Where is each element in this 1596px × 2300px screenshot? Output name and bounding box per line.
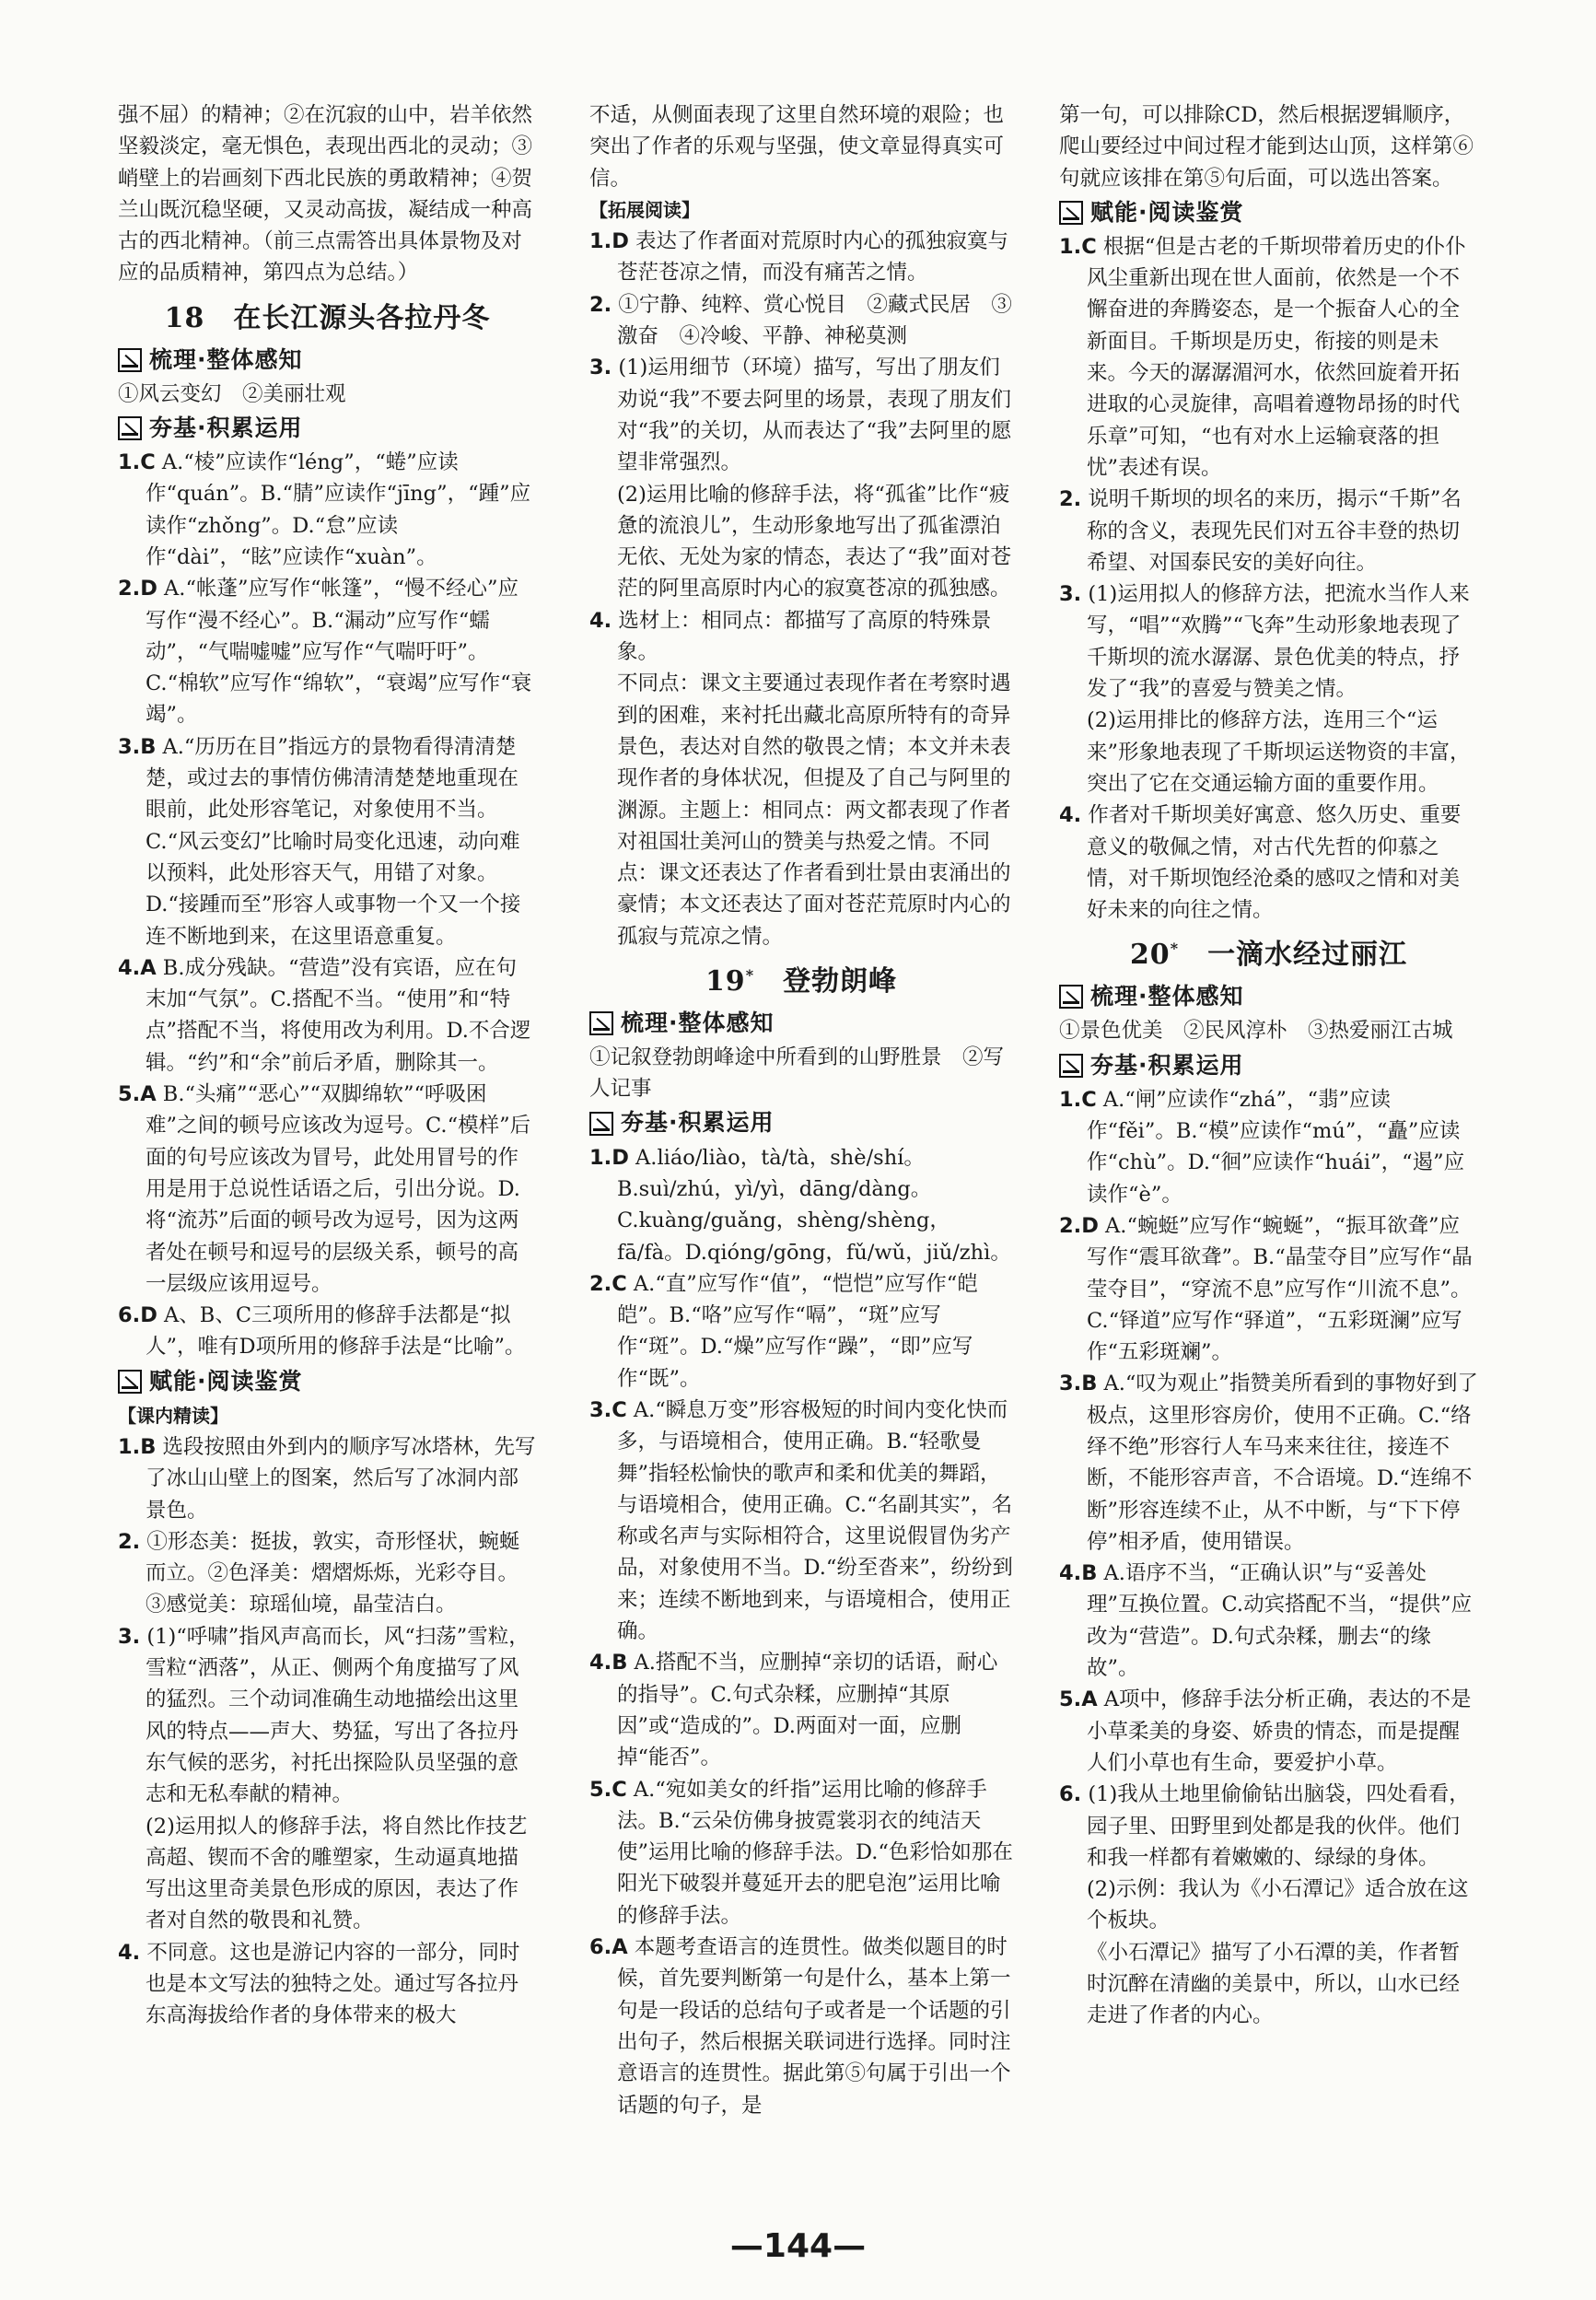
answer-item xyxy=(589,1932,1013,2121)
answer-item xyxy=(589,1647,1013,1773)
answer-number: 3.B xyxy=(1059,1372,1098,1396)
answer-text: A.“历历在目”指远方的景物看得清清楚楚，或过去的事情仿佛清清楚楚地重现在眼前，此处形容笔记，对象使用不当。C.“风云变幻”比喻时局变化迅速，动向难以预料，此处形容天气，用错了对象。D.“接踵而至”形容人或事物一个又一个接连不断地到来，在这里语意重复。 xyxy=(146,734,521,949)
section-header-label: 夯基·积累运用 xyxy=(621,1109,775,1137)
answer-item xyxy=(1059,231,1478,484)
answer-number: 5.C xyxy=(589,1777,627,1802)
chapter-name: 在长江源头各拉丹冬 xyxy=(233,301,491,334)
answer-text: ①宁静、纯粹、赏心悦目 ②藏式民居 ③激奋 ④冷峻、平静、神秘莫测 xyxy=(617,292,1012,349)
answer-number: 2. xyxy=(1059,487,1082,512)
answer-item xyxy=(1059,1210,1478,1368)
column-3 xyxy=(1059,99,1478,2032)
answer-number: 3.B xyxy=(118,734,157,759)
answer-text: A.liáo/liào，tà/tà，shè/shí。B.suì/zhú，yì/yì，dāng/dàng。C.kuàng/guǎng，shèng/shèng，fā/fà。D.qióng/gōng，fǔ/wǔ，jiǔ/zhì。 xyxy=(617,1145,1011,1265)
chapter-number: 19 xyxy=(705,965,746,998)
column-1 xyxy=(118,99,537,2032)
answer-item xyxy=(589,352,1013,478)
section-header xyxy=(118,1363,537,1400)
section-header-label: 梳理·整体感知 xyxy=(149,345,303,373)
section-header-label: 夯基·积累运用 xyxy=(149,414,303,441)
paragraph: 强不屈）的精神；②在沉寂的山中，岩羊依然坚毅淡定，毫无惧色，表现出西北的灵动；③峭壁上的岩画刻下西北民族的勇敢精神；④贺兰山既沉稳坚硬，又灵动高拔，凝结成一种高古的西北精神。（前三点需答出具体景物及对应的品质精神，第四点为总结。） xyxy=(118,103,533,286)
answer-number: 6.D xyxy=(118,1303,157,1328)
section-label: 【拓展阅读】 xyxy=(589,198,700,221)
section-header-label: 赋能·阅读鉴赏 xyxy=(1090,198,1244,226)
paragraph: ①风云变幻 ②美丽壮观 xyxy=(118,381,346,406)
answer-item xyxy=(589,1268,1013,1395)
answer-number: 5.A xyxy=(118,1082,157,1107)
answer-text: 表达了作者面对荒原时内心的孤独寂寞与苍茫苍凉之情，而没有痛苦之情。 xyxy=(617,229,1009,286)
section-header xyxy=(1059,194,1478,231)
answer-number: 4. xyxy=(118,1940,141,1965)
answer-item xyxy=(118,731,537,952)
chapter-number: 20 xyxy=(1129,939,1171,972)
answer-text: 作者对千斯坝美好寓意、悠久历史、重要意义的敬佩之情，对古代先哲的仰慕之情，对千斯坝饱经沧桑的感叹之情和对美好未来的向往之情。 xyxy=(1087,803,1462,923)
answer-item xyxy=(118,1431,537,1526)
answer-item xyxy=(589,226,1013,289)
answer-item xyxy=(1059,800,1478,926)
answer-text: A.“棱”应读作“léng”，“蜷”应读作“quán”。B.“腈”应读作“jīng”，“踵”应读作“zhǒng”。D.“怠”应读作“dài”，“眩”应读作“xuàn”。 xyxy=(146,450,531,569)
answer-subparagraph: (2)示例：我认为《小石潭记》适合放在这个板块。 xyxy=(1087,1877,1469,1933)
answer-item xyxy=(118,1300,537,1363)
answer-number: 2. xyxy=(118,1529,141,1554)
section-marker-icon xyxy=(1059,985,1083,1009)
answer-number: 2. xyxy=(589,292,612,317)
answer-number: 2.D xyxy=(1059,1213,1099,1238)
section-header-label: 赋能·阅读鉴赏 xyxy=(149,1367,303,1395)
answer-number: 1.C xyxy=(1059,1087,1097,1112)
answer-text: A.语序不当，“正确认识”与“妥善处理”互换位置。C.动宾搭配不当，“提供”应改为“营造”。D.句式杂糅，删去“的缘故”。 xyxy=(1087,1561,1473,1681)
optional-star: * xyxy=(1170,940,1180,958)
section-marker-icon xyxy=(118,1370,142,1394)
answer-item xyxy=(118,447,537,573)
answer-number: 1.D xyxy=(589,1145,629,1170)
answer-text: A、B、C三项所用的修辞手法都是“拟人”，唯有D项所用的修辞手法是“比喻”。 xyxy=(146,1303,526,1360)
answer-number: 2.D xyxy=(118,577,157,601)
answer-item xyxy=(118,1526,537,1621)
answer-number: 3. xyxy=(118,1624,141,1649)
answer-item xyxy=(118,1937,537,2032)
answer-text: 本题考查语言的连贯性。做类似题目的时候，首先要判断第一句是什么，基本上第一句是一段话的总结句子或者是一个话题的引出句子，然后根据关联词进行选择。同时注意语言的连贯性。据此第⑤句属于引出一个话题的句子，是 xyxy=(617,1935,1011,2118)
answer-text: A.搭配不当，应删掉“亲切的话语，耐心的指导”。C.句式杂糅，应删掉“其原因”或“造成的”。D.两面对一面，应删掉“能否”。 xyxy=(617,1651,998,1770)
answer-number: 4.A xyxy=(118,955,157,980)
section-header xyxy=(589,1105,1013,1142)
answer-text: (1)运用拟人的修辞方法，把流水当作人来写，“唱”“欢腾”“飞奔”生动形象地表现了千斯坝的流水潺潺、景色优美的特点，抒发了“我”的喜爱与赞美之情。 xyxy=(1087,582,1470,702)
section-header-label: 梳理·整体感知 xyxy=(621,1009,775,1036)
chapter-name: 一滴水经过丽江 xyxy=(1207,939,1408,972)
answer-item xyxy=(589,289,1013,353)
answer-item xyxy=(118,1621,537,1811)
answer-number: 6.A xyxy=(589,1935,628,1960)
answer-item xyxy=(1059,484,1478,578)
chapter-title xyxy=(1059,926,1478,978)
answer-item xyxy=(1059,1368,1478,1558)
section-marker-icon xyxy=(589,1011,613,1035)
chapter-name: 登勃朗峰 xyxy=(783,965,898,998)
chapter-title xyxy=(589,952,1013,1005)
answer-number: 1.C xyxy=(1059,234,1097,259)
section-header xyxy=(589,1005,1013,1042)
column-2 xyxy=(589,99,1013,2121)
chapter-title xyxy=(118,289,537,342)
section-header xyxy=(1059,1047,1478,1084)
answer-text: A.“蜿蜓”应写作“蜿蜒”，“振耳欲聋”应写作“震耳欲聋”。B.“晶莹夺目”应写作“晶莹夺目”，“穿流不息”应写作“川流不息”。C.“铎道”应写作“驿道”，“五彩斑澜”应写作“五彩斑斓”。 xyxy=(1087,1213,1473,1365)
answer-subparagraph: (2)运用排比的修辞方法，连用三个“运来”形象地表现了千斯坝运送物资的丰富，突出了它在交通运输方面的重要作用。 xyxy=(1087,708,1471,796)
answer-item xyxy=(118,573,537,730)
answer-subparagraph: (2)运用拟人的修辞手法，将自然比作技艺高超、锲而不舍的雕塑家，生动逼真地描写出这里奇美景色形成的原因，表达了作者对自然的敬畏和礼赞。 xyxy=(146,1814,528,1933)
answer-text: A.“直”应写作“值”，“恺恺”应写作“皑皑”。B.“咯”应写作“嗝”，“斑”应写作“斑”。D.“燥”应写作“躁”，“即”应写作“既”。 xyxy=(617,1271,978,1391)
answer-item xyxy=(589,1395,1013,1647)
answer-subparagraph: (2)运用比喻的修辞手法，将“孤雀”比作“疲惫的流浪儿”，生动形象地写出了孤雀漂泊无依、无处为家的情态，表达了“我”面对苍茫的阿里高原时内心的寂寞苍凉的孤独感。 xyxy=(617,482,1012,601)
answer-item xyxy=(1059,1558,1478,1684)
answer-item xyxy=(1059,1084,1478,1210)
answer-number: 4.B xyxy=(589,1651,628,1675)
chapter-number: 18 xyxy=(164,301,205,334)
answer-text: 说明千斯坝的坝名的来历，揭示“千斯”名称的含义，表现先民们对五谷丰登的热切希望、对国泰民安的美好向往。 xyxy=(1087,487,1462,575)
answer-item xyxy=(118,952,537,1079)
answer-number: 3. xyxy=(589,356,612,380)
answer-subparagraph: 不同点：课文主要通过表现作者在考察时遇到的困难，来衬托出藏北高原所特有的奇异景色，表达对自然的敬畏之情；本文并未表现作者的身体状况，但提及了自己与阿里的渊源。主题上：相同点：两文都表现了作者对祖国壮美河山的赞美与热爱之情。不同点：课文还表达了作者看到壮景由衷涌出的豪情；本文还表达了面对苍茫荒原时内心的孤寂与荒凉之情。 xyxy=(617,671,1011,949)
answer-number: 2.C xyxy=(589,1271,627,1296)
section-header xyxy=(118,342,537,379)
answer-number: 4. xyxy=(1059,803,1082,828)
answer-text: A.“闸”应读作“zhá”，“翡”应读作“fěi”。B.“模”应读作“mú”，“矗”应读作“chù”。D.“徊”应读作“huái”，“遏”应读作“è”。 xyxy=(1087,1087,1465,1207)
answer-item xyxy=(1059,578,1478,705)
answer-text: 根据“但是古老的千斯坝带着历史的仆仆风尘重新出现在世人面前，依然是一个不懈奋进的奔腾姿态，是一个振奋人心的全新面目。千斯坝是历史，衔接的则是未来。今天的潺潺湄河水，依然回旋着开拓进取的心灵旋律，高唱着遵物昂扬的时代乐章”可知，“也有对水上运输衰落的担忧”表述有误。 xyxy=(1087,234,1466,480)
answer-item xyxy=(589,605,1013,669)
section-marker-icon xyxy=(1059,201,1083,225)
answer-item xyxy=(1059,1779,1478,1874)
answer-text: A项中，修辞手法分析正确，表达的不是小草柔美的身姿、娇贵的情态，而是提醒人们小草也有生命，要爱护小草。 xyxy=(1087,1687,1472,1775)
answer-text: B.“头痛”“恶心”“双脚绵软”“呼吸困难”之间的顿号应该改为逗号。C.“模样”后面的句号应该改为冒号，此处用冒号的作用是用于总说性话语之后，引出分说。D.将“流苏”后面的顿号改为逗号，因为这两者处在顿号和逗号的层级关系，顿号的高一层级应该用逗号。 xyxy=(146,1082,531,1296)
section-marker-icon xyxy=(118,416,142,440)
answer-number: 4. xyxy=(589,608,612,633)
answer-item xyxy=(1059,1684,1478,1779)
paragraph: ①景色优美 ②民风淳朴 ③热爱丽江古城 xyxy=(1059,1019,1453,1044)
answer-text: A.“帐蓬”应写作“帐篷”，“慢不经心”应写作“漫不经心”。B.“漏动”应写作“蠕动”，“气喘嘘嘘”应写作“气喘吁吁”。C.“棉软”应写作“绵软”，“衰竭”应写作“衰竭”。 xyxy=(146,577,532,728)
section-marker-icon xyxy=(589,1112,613,1136)
section-marker-icon xyxy=(118,348,142,372)
section-header-label: 梳理·整体感知 xyxy=(1090,983,1244,1010)
answer-number: 4.B xyxy=(1059,1561,1098,1586)
answer-number: 1.C xyxy=(118,450,156,475)
answer-subparagraph: 《小石潭记》描写了小石潭的美，作者暂时沉醉在清幽的美景中，所以，山水已经走进了作者的内心。 xyxy=(1087,1940,1461,2028)
section-marker-icon xyxy=(1059,1054,1083,1078)
answer-text: A.“宛如美女的纤指”运用比喻的修辞手法。B.“云朵仿佛身披霓裳羽衣的纯洁天使”运用比喻的修辞手法。D.“色彩恰如那在阳光下破裂并蔓延开去的肥皂泡”运用比喻的修辞手法。 xyxy=(617,1777,1013,1928)
answer-text: A.“瞬息万变”形容极短的时间内变化快而多，与语境相合，使用正确。B.“轻歌曼舞”指轻松愉快的歌声和柔和优美的舞蹈，与语境相合，使用正确。C.“名副其实”，名称或名声与实际相符合，这里说假冒伪劣产品，对象使用不当。D.“纷至沓来”，纷纷到来；连续不断地到来，与语境相合，使用正确。 xyxy=(617,1397,1013,1644)
answer-text: A.“叹为观止”指赞美所看到的事物好到了极点，这里形容房价，使用不正确。C.“络绎不绝”形容行人车马来来往往，接连不断，不能形容声音，不合语境。D.“连绵不断”形容连续不止，从不中断，与“下下停停”相矛盾，使用错误。 xyxy=(1087,1372,1478,1554)
answer-text: ①形态美：挺拔，敦实，奇形怪状，蜿蜒而立。②色泽美：熠熠烁烁，光彩夺目。③感觉美：琼瑶仙境，晶莹洁白。 xyxy=(146,1529,520,1617)
answer-text: 不同意。这也是游记内容的一部分，同时也是本文写法的独特之处。通过写各拉丹东高海拔给作者的身体带来的极大 xyxy=(146,1940,520,2028)
optional-star: * xyxy=(745,966,755,985)
answer-text: B.成分残缺。“营造”没有宾语，应在句末加“气氛”。C.搭配不当。“使用”和“特点”搭配不当，将使用改为利用。D.不合逻辑。“约”和“余”前后矛盾，删除其一。 xyxy=(146,955,531,1075)
answer-number: 1.D xyxy=(589,229,629,254)
answer-text: 选材上：相同点：都描写了高原的特殊景象。 xyxy=(617,608,992,665)
answer-text: 选段按照由外到内的顺序写冰塔林，先写了冰山山壁上的图案，然后写了冰洞内部景色。 xyxy=(146,1434,536,1523)
answer-item xyxy=(589,1774,1013,1932)
answer-number: 6. xyxy=(1059,1782,1082,1807)
answer-number: 3.C xyxy=(589,1397,627,1422)
paragraph: 不适，从侧面表现了这里自然环境的艰险；也突出了作者的乐观与坚强，使文章显得真实可信。 xyxy=(589,103,1005,191)
section-header xyxy=(118,410,537,447)
answer-text: (1)我从土地里偷偷钻出脑袋，四处看看，园子里、田野里到处都是我的伙伴。他们和我一样都有着嫩嫩的、绿绿的身体。 xyxy=(1087,1782,1470,1870)
answer-number: 3. xyxy=(1059,582,1082,607)
answer-item xyxy=(118,1079,537,1300)
paragraph: 第一句，可以排除CD，然后根据逻辑顺序，爬山要经过中间过程才能到达山顶，这样第⑥句就应该排在第⑤句后面，可以选出答案。 xyxy=(1059,103,1474,191)
answer-item xyxy=(589,1142,1013,1268)
section-header-label: 夯基·积累运用 xyxy=(1090,1051,1244,1079)
paragraph: ①记叙登勃朗峰途中所看到的山野胜景 ②写人记事 xyxy=(589,1045,1005,1102)
answer-number: 1.B xyxy=(118,1434,157,1459)
answer-number: 5.A xyxy=(1059,1687,1098,1712)
section-header xyxy=(1059,978,1478,1015)
section-label: 【课内精读】 xyxy=(118,1404,228,1427)
page-number: —144— xyxy=(729,2227,867,2265)
answer-text: (1)“呼啸”指风声高而长，风“扫荡”雪粒，雪粒“洒落”，从正、侧两个角度描写了风的猛烈。三个动词准确生动地描绘出这里风的特点——声大、势猛，写出了各拉丹东气候的恶劣，衬托出探险队员坚强的意志和无私奉献的精神。 xyxy=(146,1624,530,1807)
answer-text: (1)运用细节（环境）描写，写出了朋友们劝说“我”不要去阿里的场景，表现了朋友们对“我”的关切，从而表达了“我”去阿里的愿望非常强烈。 xyxy=(617,356,1012,475)
